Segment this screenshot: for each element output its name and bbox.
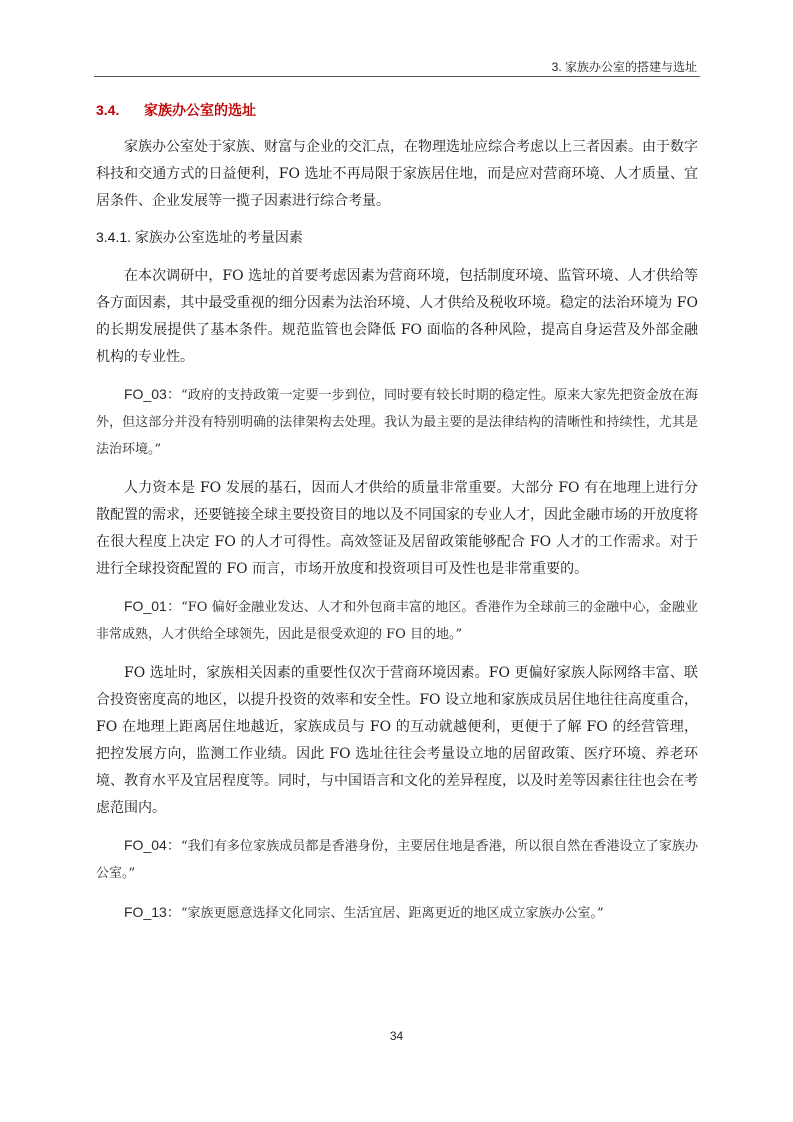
quote-source-id: FO_03：	[124, 386, 181, 402]
quote-text: “FO 偏好金融业发达、人才和外包商丰富的地区。香港作为全球前三的金融中心，金融业非常成熟，人才供给全球领先，因此是很受欢迎的 FO 目的地。”	[96, 600, 698, 642]
running-header: 3. 家族办公室的搭建与选址	[551, 60, 697, 74]
quote-source-id: FO_13：	[124, 904, 181, 920]
interview-quote-3	[96, 832, 698, 887]
subsection-heading: 3.4.1. 家族办公室选址的考量因素	[96, 229, 303, 245]
quote-text: “我们有多位家族成员都是香港身份，主要居住地是香港，所以很自然在香港设立了家族办公室。”	[96, 839, 698, 881]
section-heading	[96, 98, 698, 122]
interview-quote-1	[96, 381, 698, 463]
page-number: 34	[389, 1029, 404, 1043]
interview-quote-2	[96, 593, 698, 648]
header-divider	[94, 76, 700, 77]
body-paragraph-2: 人力资本是 FO 发展的基石，因而人才供给的质量非常重要。大部分 FO 有在地理上进行分散配置的需求，还要链接全球主要投资目的地以及不同国家的专业人才，因此金融市场的开放度将在很大程度上决定 FO 的人才可得性。高效签证及居留政策能够配合 FO 人才的工作需求。对于进行全球投资配置的 FO 而言，市场开放度和投资项目可及性也是非常重要的。	[96, 480, 698, 577]
section-title: 家族办公室的选址	[144, 102, 256, 118]
quote-source-id: FO_01：	[124, 598, 182, 614]
intro-paragraph: 家族办公室处于家族、财富与企业的交汇点，在物理选址应综合考虑以上三者因素。由于数字科技和交通方式的日益便利，FO 选址不再局限于家族居住地，而是应对营商环境、人才质量、宜居条件、企业发展等一揽子因素进行综合考量。	[96, 139, 698, 209]
quote-text: “家族更愿意选择文化同宗、生活宜居、距离更近的地区成立家族办公室。”	[180, 906, 604, 921]
body-paragraph-1: 在本次调研中，FO 选址的首要考虑因素为营商环境，包括制度环境、监管环境、人才供给等各方面因素，其中最受重视的细分因素为法治环境、人才供给及税收环境。稳定的法治环境为 FO 的长期发展提供了基本条件。规范监管也会降低 FO 面临的各种风险，提高自身运营及外部金融机构的专业性。	[96, 268, 698, 365]
body-paragraph-3: FO 选址时，家族相关因素的重要性仅次于营商环境因素。FO 更偏好家族人际网络丰富、联合投资密度高的地区，以提升投资的效率和安全性。FO 设立地和家族成员居住地往往高度重合，FO 在地理上距离居住地越近，家族成员与 FO 的互动就越便利，更便于了解 FO 的经营管理，把控发展方向，监测工作业绩。因此 FO 选址往往会考量设立地的居留政策、医疗环境、养老环境、教育水平及宜居程度等。同时，与中国语言和文化的差异程度，以及时差等因素往往也会在考虑范围内。	[96, 665, 698, 816]
quote-text: “政府的支持政策一定要一步到位，同时要有较长时期的稳定性。原来大家先把资金放在海外，但这部分并没有特别明确的法律架构去处理。我认为最主要的是法律结构的清晰性和持续性，尤其是法治环境。”	[96, 388, 698, 457]
section-number: 3.4.	[96, 102, 120, 118]
interview-quote-4	[96, 899, 698, 927]
page-content	[96, 98, 698, 939]
quote-source-id: FO_04：	[124, 837, 181, 853]
